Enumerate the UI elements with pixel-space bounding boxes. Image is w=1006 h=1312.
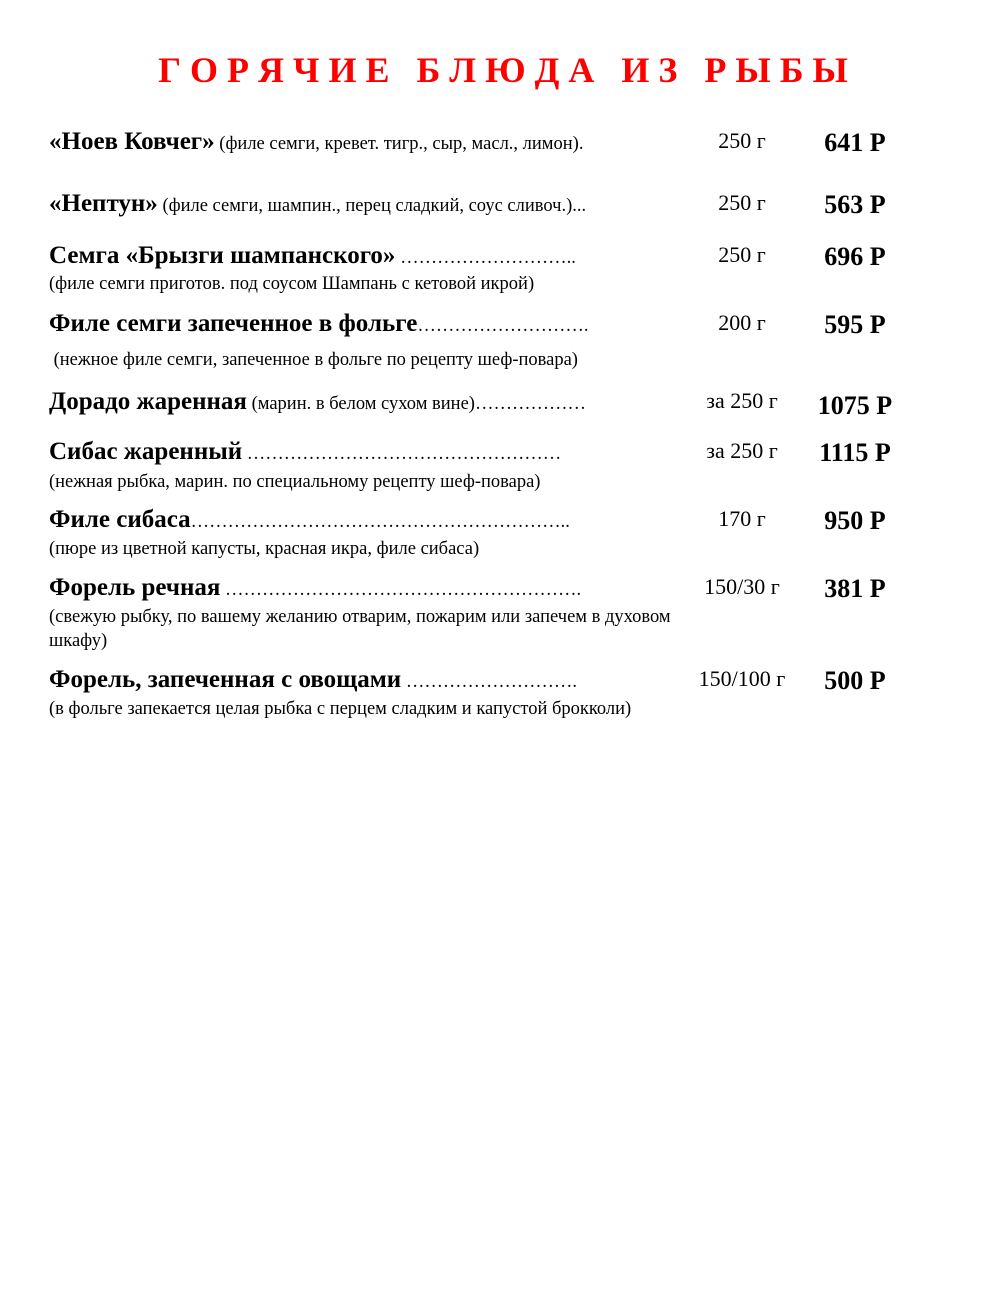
menu-section-title: Г О Р Я Ч И Е Б Л Ю Д А И З Р Ы Б Ы bbox=[158, 50, 848, 90]
menu-item-description: (в фольге запекается целая рыбка с перцем сладким и капустой брокколи) bbox=[49, 699, 632, 719]
menu-item-weight: 250 г bbox=[718, 190, 766, 215]
menu-item-price: 641 Р bbox=[824, 128, 886, 157]
menu-item-leader-dots: ………………………. bbox=[401, 672, 577, 692]
menu-item-name: Филе сибаса bbox=[49, 506, 191, 533]
menu-item-description: (филе семги приготов. под соусом Шампань с кетовой икрой) bbox=[49, 274, 535, 294]
menu-item-price: 563 Р bbox=[824, 190, 886, 219]
menu-item-weight: за 250 г bbox=[706, 388, 778, 413]
menu-item-inline-description: (марин. в белом сухом вине) bbox=[246, 394, 475, 414]
menu-item-inline-description: (филе семги, кревет. тигр., сыр, масл., лимон). bbox=[214, 134, 584, 154]
menu-item-leader-dots: …………………………………………………….. bbox=[190, 512, 570, 532]
menu-item-price: 381 Р bbox=[824, 574, 886, 603]
menu-item-price: 1115 Р bbox=[819, 438, 891, 467]
menu-item-name-line bbox=[49, 437, 679, 470]
menu-item-price: 950 Р bbox=[824, 506, 886, 535]
menu-item-weight: 250 г bbox=[718, 128, 766, 153]
menu-item-price: 1075 Р bbox=[817, 391, 893, 420]
menu-item-leader-dots: ……………………….. bbox=[395, 248, 576, 268]
menu-item-price: 595 Р bbox=[824, 310, 886, 339]
menu-item-name: «Ноев Ковчег» bbox=[49, 128, 215, 155]
menu-item-name-line bbox=[49, 665, 679, 698]
menu-item-name-line bbox=[49, 505, 679, 538]
menu-item-weight: 170 г bbox=[718, 506, 766, 531]
menu-item-name: Филе семги запеченное в фольге bbox=[49, 310, 418, 337]
menu-item-description: (нежное филе семги, запеченное в фольге по рецепту шеф-повара) bbox=[49, 350, 578, 370]
menu-item-leader-dots: ……………… bbox=[474, 394, 586, 414]
menu-item-name-line bbox=[49, 573, 679, 606]
menu-item-name: Семга «Брызги шампанского» bbox=[49, 242, 396, 269]
menu-item-name: «Нептун» bbox=[49, 190, 158, 217]
menu-item-price: 696 Р bbox=[824, 242, 886, 271]
menu-item-leader-dots: ………………………. bbox=[417, 316, 589, 336]
menu-item-inline-description: (филе семги, шампин., перец сладкий, соус сливоч.)... bbox=[157, 196, 587, 216]
menu-item-leader-dots: …………………………………………… bbox=[242, 444, 562, 464]
menu-item-name-line bbox=[49, 189, 679, 222]
menu-item-leader-dots: …………………………………………………. bbox=[220, 580, 582, 600]
menu-item-description: (пюре из цветной капусты, красная икра, филе сибаса) bbox=[49, 539, 480, 559]
menu-item-name-line bbox=[49, 241, 679, 274]
menu-item-price: 500 Р bbox=[824, 666, 886, 695]
menu-item-description: (нежная рыбка, марин. по специальному рецепту шеф-повара) bbox=[49, 472, 541, 492]
menu-item-name-line bbox=[49, 387, 679, 420]
menu-item-name: Форель речная bbox=[49, 574, 221, 601]
menu-item-name: Сибас жаренный bbox=[49, 438, 243, 465]
menu-item-name: Форель, запеченная с овощами bbox=[49, 666, 402, 693]
menu-item-description: (свежую рыбку, по вашему желанию отварим, пожарим или запечем в духовом шкафу) bbox=[49, 607, 671, 651]
menu-item-weight: 200 г bbox=[718, 310, 766, 335]
menu-item-weight: за 250 г bbox=[706, 438, 778, 463]
menu-item-weight: 150/30 г bbox=[704, 574, 780, 599]
menu-item-name: Дорадо жаренная bbox=[49, 388, 247, 415]
menu-item-name-line bbox=[49, 309, 679, 342]
menu-item-weight: 250 г bbox=[718, 242, 766, 267]
menu-item-weight: 150/100 г bbox=[698, 666, 786, 691]
menu-item-name-line bbox=[49, 127, 679, 160]
